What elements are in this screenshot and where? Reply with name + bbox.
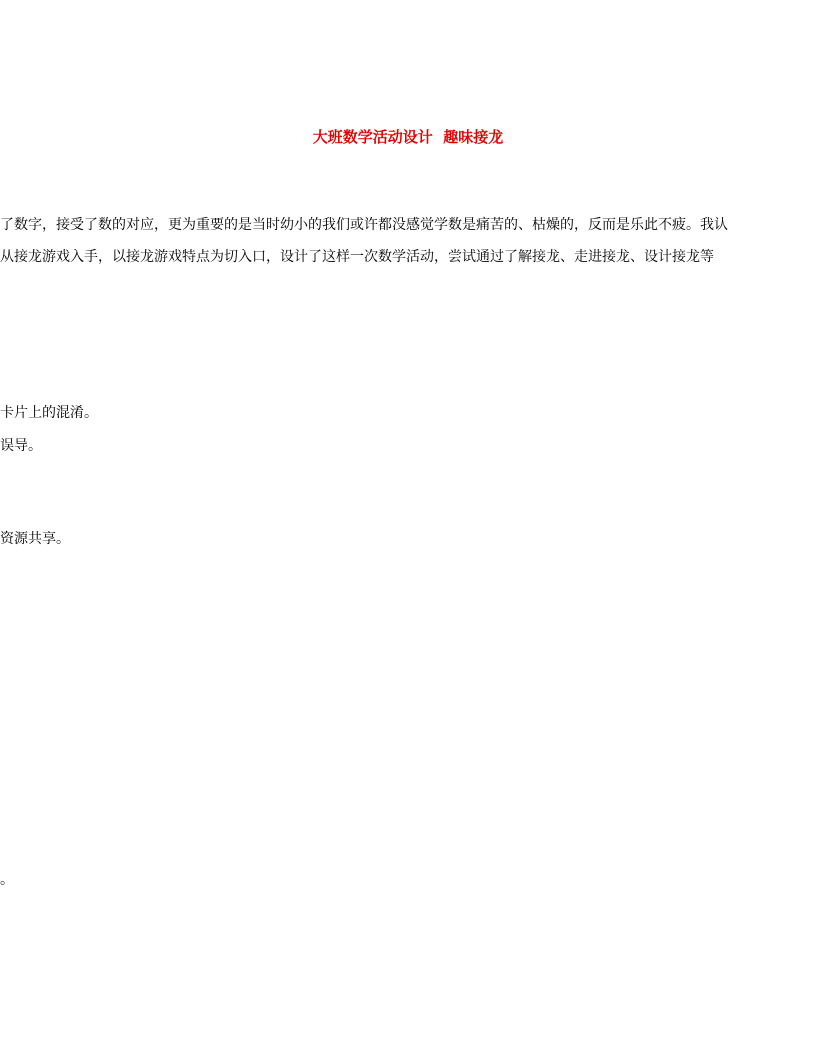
paragraph-line-4: 误导。 xyxy=(0,438,42,454)
document-title: 大班数学活动设计 趣味接龙 xyxy=(312,128,504,146)
paragraph-line-2: 从接龙游戏入手，以接龙游戏特点为切入口，设计了这样一次数学活动，尝试通过了解接龙、走进接龙、设计接龙等 xyxy=(0,249,714,265)
paragraph-line-6: 。 xyxy=(0,872,14,888)
paragraph-line-1: 了数字，接受了数的对应，更为重要的是当时幼小的我们或许都没感觉学数是痛苦的、枯燥的，反而是乐此不疲。我认 xyxy=(0,217,728,233)
paragraph-line-3: 卡片上的混淆。 xyxy=(0,405,98,421)
paragraph-line-5: 资源共享。 xyxy=(0,531,70,547)
